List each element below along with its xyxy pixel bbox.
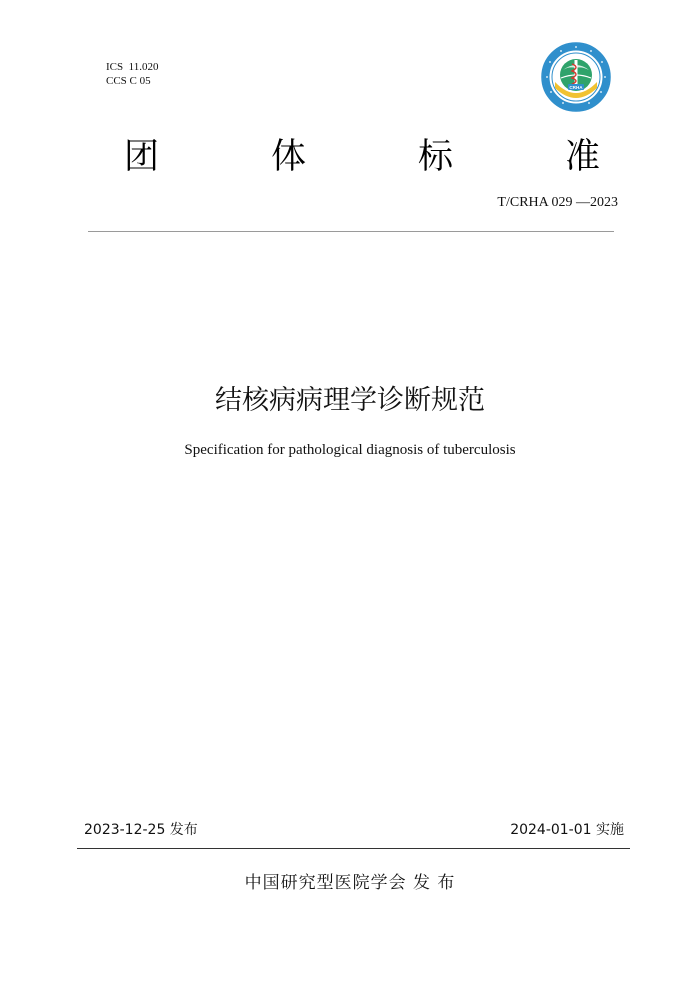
doc-type-char: 准 <box>564 137 600 177</box>
ics-code: ICS 11.020 <box>106 61 159 73</box>
title-chinese: 结核病病理学诊断规范 <box>215 385 485 416</box>
logo-center-text: CRHA <box>569 84 583 90</box>
doc-type-char: 体 <box>270 137 306 177</box>
doc-type-char: 团 <box>124 137 160 177</box>
publisher: 中国研究型医院学会 发 布 <box>244 873 456 893</box>
crha-seal-logo-icon <box>541 42 611 112</box>
ccs-code: CCS C 05 <box>106 75 151 87</box>
header-divider <box>88 231 614 232</box>
standard-number: T/CRHA 029 —2023 <box>497 195 618 210</box>
document-type-heading <box>124 133 600 181</box>
date-row <box>84 820 624 840</box>
doc-type-char: 标 <box>417 137 453 177</box>
title-english: Specification for pathological diagnosis of tuberculosis <box>184 442 516 458</box>
implement-date: 2024-01-01 实施 <box>510 822 624 838</box>
footer-divider <box>77 848 630 849</box>
publish-date: 2023-12-25 发布 <box>84 822 198 838</box>
classification-codes <box>106 60 158 88</box>
